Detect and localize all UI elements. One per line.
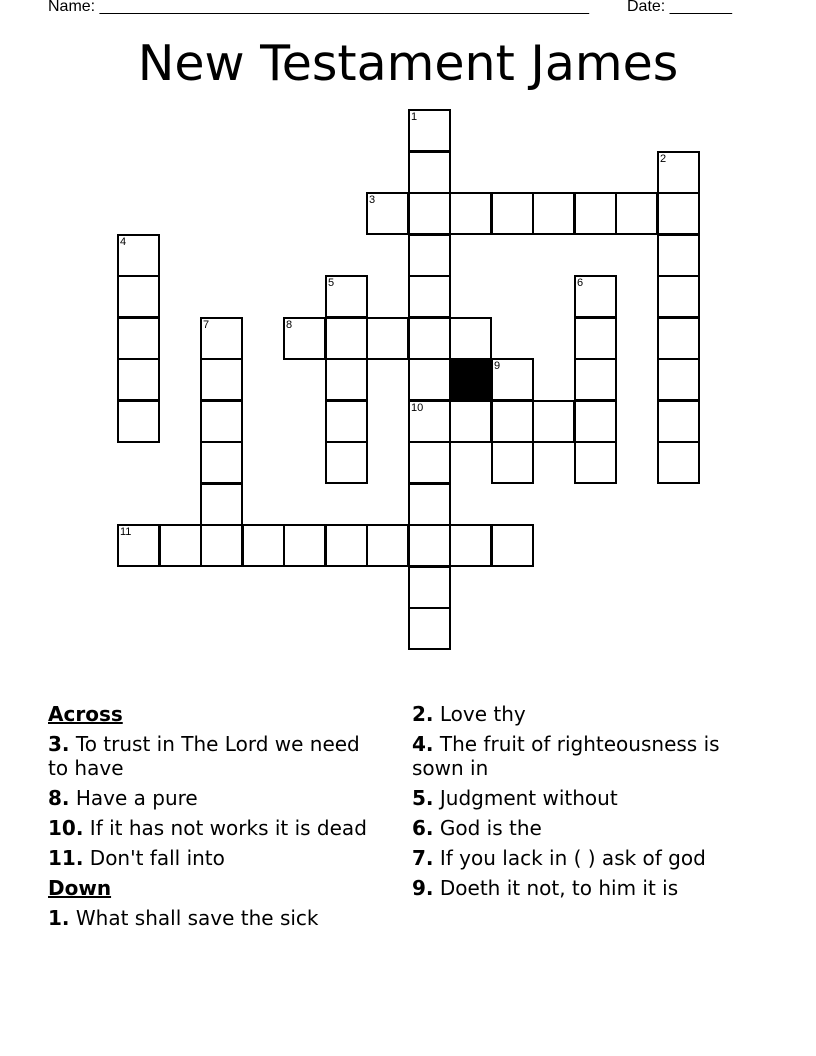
- clue-text: Love thy: [439, 702, 526, 726]
- grid-cell[interactable]: [325, 400, 368, 443]
- grid-cell[interactable]: [408, 317, 451, 360]
- grid-cell[interactable]: [449, 524, 492, 567]
- clue-number: 11.: [48, 846, 84, 870]
- grid-cell[interactable]: [325, 441, 368, 484]
- grid-cell[interactable]: [574, 441, 617, 484]
- grid-cell[interactable]: [200, 358, 243, 401]
- grid-cell[interactable]: [117, 400, 160, 443]
- grid-cell[interactable]: [159, 524, 202, 567]
- grid-cell[interactable]: [117, 358, 160, 401]
- clue-down-7: [412, 846, 752, 870]
- grid-cell[interactable]: [200, 483, 243, 526]
- grid-cell[interactable]: [408, 234, 451, 277]
- clue-text: Judgment without: [439, 786, 618, 810]
- clue-number: 3.: [48, 732, 70, 756]
- clue-text: Doeth it not, to him it is: [439, 876, 679, 900]
- grid-cell[interactable]: [117, 317, 160, 360]
- grid-cell[interactable]: [657, 275, 700, 318]
- grid-cell[interactable]: [657, 234, 700, 277]
- grid-cell[interactable]: [574, 400, 617, 443]
- down-heading: Down: [48, 876, 112, 900]
- grid-cell[interactable]: [366, 524, 409, 567]
- name-field-line: Name: _______________________________________________________: [48, 0, 589, 15]
- clue-text: What shall save the sick: [75, 906, 319, 930]
- grid-cell[interactable]: [491, 358, 534, 401]
- grid-cell[interactable]: [532, 192, 575, 235]
- clue-text: To trust in The Lord we need to have: [48, 732, 360, 780]
- grid-cell[interactable]: [200, 317, 243, 360]
- grid-cell[interactable]: [574, 358, 617, 401]
- grid-cell[interactable]: [408, 607, 451, 650]
- grid-cell[interactable]: [615, 192, 658, 235]
- clue-down-5: [412, 786, 752, 810]
- clue-across-10: [48, 816, 368, 840]
- grid-cell[interactable]: [408, 275, 451, 318]
- grid-cell[interactable]: [325, 275, 368, 318]
- grid-cell[interactable]: [449, 192, 492, 235]
- clue-number: 10.: [48, 816, 84, 840]
- cell-number: 10: [411, 402, 424, 414]
- grid-cell[interactable]: [574, 317, 617, 360]
- clue-across-8: [48, 786, 368, 810]
- cell-number: 3: [369, 194, 376, 206]
- clue-down-4: [412, 732, 752, 780]
- grid-cell[interactable]: [408, 566, 451, 609]
- clue-text: If it has not works it is dead: [89, 816, 367, 840]
- clue-number: 7.: [412, 846, 434, 870]
- grid-cell[interactable]: [200, 400, 243, 443]
- clue-text: The fruit of righteousness is sown in: [412, 732, 720, 780]
- clue-number: 8.: [48, 786, 70, 810]
- clue-text: Have a pure: [75, 786, 198, 810]
- grid-cell[interactable]: [657, 317, 700, 360]
- cell-number: 5: [328, 277, 335, 289]
- cell-number: 6: [577, 277, 584, 289]
- clues-column-right: [412, 702, 752, 906]
- clue-text: If you lack in ( ) ask of god: [439, 846, 706, 870]
- grid-cell[interactable]: [283, 524, 326, 567]
- date-field-line: Date: _______: [627, 0, 732, 15]
- grid-cell[interactable]: [283, 317, 326, 360]
- grid-cell[interactable]: [408, 441, 451, 484]
- grid-cell[interactable]: [408, 358, 451, 401]
- grid-cell[interactable]: [408, 524, 451, 567]
- grid-cell[interactable]: [574, 275, 617, 318]
- grid-cell[interactable]: [325, 524, 368, 567]
- clue-number: 6.: [412, 816, 434, 840]
- grid-cell[interactable]: [242, 524, 285, 567]
- grid-cell[interactable]: [657, 441, 700, 484]
- grid-cell[interactable]: [491, 400, 534, 443]
- cell-number: 8: [286, 319, 293, 331]
- grid-cell[interactable]: [117, 234, 160, 277]
- grid-cell[interactable]: [117, 524, 160, 567]
- cell-number: 1: [411, 111, 418, 123]
- grid-cell[interactable]: [532, 400, 575, 443]
- grid-cell[interactable]: [200, 524, 243, 567]
- clue-down-6: [412, 816, 752, 840]
- cell-number: 4: [120, 236, 127, 248]
- cell-number: 11: [120, 526, 132, 538]
- grid-cell[interactable]: [325, 358, 368, 401]
- clue-number: 9.: [412, 876, 434, 900]
- clue-across-11: [48, 846, 368, 870]
- cell-number: 9: [494, 360, 501, 372]
- clue-number: 1.: [48, 906, 70, 930]
- grid-cell[interactable]: [657, 192, 700, 235]
- clue-text: God is the: [439, 816, 542, 840]
- grid-cell[interactable]: [366, 192, 409, 235]
- puzzle-title: New Testament James: [137, 35, 679, 92]
- grid-cell[interactable]: [408, 151, 451, 194]
- grid-cell[interactable]: [117, 275, 160, 318]
- grid-cell[interactable]: [408, 400, 451, 443]
- grid-cell[interactable]: [657, 358, 700, 401]
- grid-cell[interactable]: [449, 400, 492, 443]
- clue-down-9: [412, 876, 752, 900]
- clue-number: 5.: [412, 786, 434, 810]
- grid-cell[interactable]: [325, 317, 368, 360]
- across-heading: Across: [48, 702, 123, 726]
- grid-cell[interactable]: [449, 317, 492, 360]
- grid-cell[interactable]: [657, 151, 700, 194]
- clue-across-3: [48, 732, 368, 780]
- grid-cell[interactable]: [657, 400, 700, 443]
- clue-number: 2.: [412, 702, 434, 726]
- cell-number: 7: [203, 319, 210, 331]
- clues-column-left: [48, 702, 368, 936]
- cell-number: 2: [660, 153, 667, 165]
- grid-cell[interactable]: [408, 483, 451, 526]
- grid-cell[interactable]: [408, 192, 451, 235]
- clue-text: Don't fall into: [89, 846, 225, 870]
- grid-cell[interactable]: [366, 317, 409, 360]
- grid-cell[interactable]: [574, 192, 617, 235]
- clue-down-1: [48, 906, 368, 930]
- grid-cell[interactable]: [491, 524, 534, 567]
- clue-down-2: [412, 702, 752, 726]
- clue-number: 4.: [412, 732, 434, 756]
- grid-cell[interactable]: [200, 441, 243, 484]
- grid-cell[interactable]: [491, 192, 534, 235]
- grid-cell[interactable]: [491, 441, 534, 484]
- blocked-cell: [449, 358, 492, 401]
- grid-cell[interactable]: [408, 109, 451, 152]
